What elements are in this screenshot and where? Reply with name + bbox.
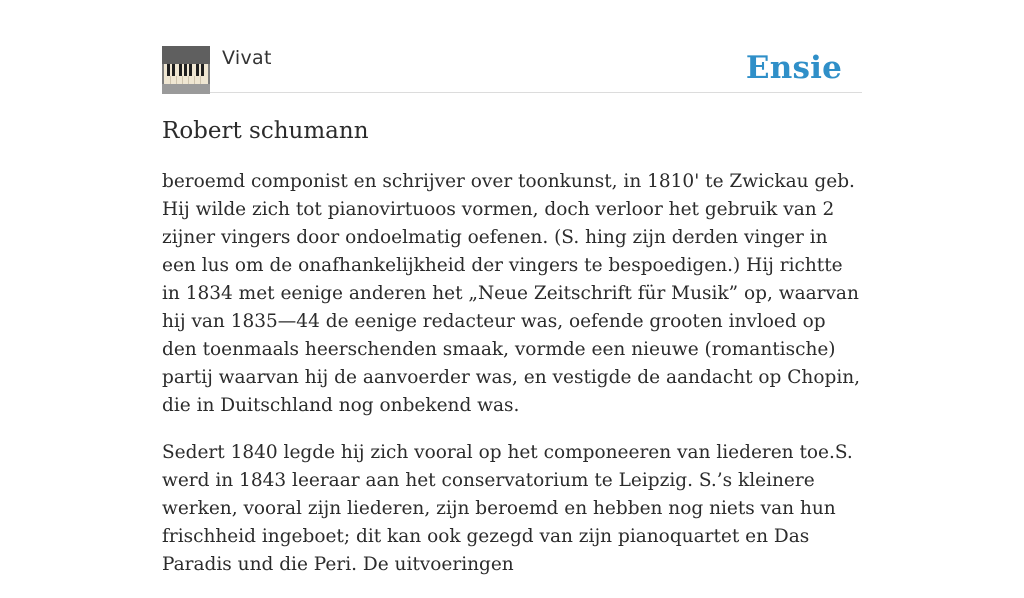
paragraph: Sedert 1840 legde hij zich vooral op het componeeren van liederen toe.S. werd in 1843 leeraar aan het conservatorium te Leipzig. S.’s kleinere werken, vooral zijn liederen, zijn beroemd en hebben nog niets van hun frischheid ingeboet; dit kan ook gezegd van zijn pianoquartet en Das Paradis und die Peri. De uitvoeringen xyxy=(162,442,853,575)
source-name[interactable]: Vivat xyxy=(222,47,272,69)
article-body xyxy=(162,168,862,598)
brand-logo-link[interactable]: Ensie xyxy=(745,50,842,86)
piano-keys-icon[interactable] xyxy=(162,46,210,94)
site-header xyxy=(162,46,862,93)
paragraph: beroemd componist en schrijver over toonkunst, in 1810' te Zwickau geb. Hij wilde zich tot pianovirtuoos vormen, doch verloor het gebruik van 2 zijner vingers door ondoelmatig oefenen. (S. hing zijn derden vinger in een lus om de onafhankelijkheid der vingers te bespoedigen.) Hij richtte in 1834 met eenige anderen het „Neue Zeitschrift für Musik” op, waarvan hij van 1835—44 de eenige redacteur was, oefende grooten invloed op den toenmaals heerschenden smaak, vormde een nieuwe (romantische) partij waarvan hij de aanvoerder was, en vestigde de aandacht op Chopin, die in Duitschland nog onbekend was. xyxy=(162,171,861,416)
article-title: Robert schumann xyxy=(162,118,369,144)
